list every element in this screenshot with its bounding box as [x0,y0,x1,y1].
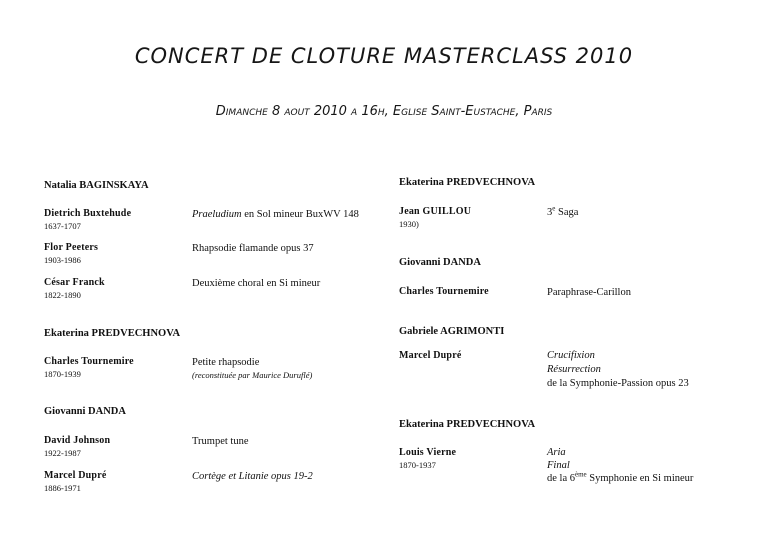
performer-heading: Gabriele AGRIMONTI [399,326,505,337]
work-title: Deuxième choral en Si mineur [192,278,321,289]
ordinal-suffix: ème [575,470,587,479]
work-title: Trumpet tune [192,436,249,447]
composer-name: Flor Peeters [44,242,99,253]
work-title-line: Crucifixion [547,350,595,361]
composer-dates: 1886-1971 [44,483,81,493]
composer-dates: 1870-1939 [44,369,81,379]
composer-name: Charles Tournemire [44,356,134,367]
performer-heading: Giovanni DANDA [44,406,126,417]
work-title [192,356,312,382]
composer-dates: 1870-1937 [399,460,436,470]
performer-heading: Natalia BAGINSKAYA [44,180,149,191]
work-title-line: Petite rhapsodie [192,357,260,368]
composer-dates: 1922-1987 [44,448,81,458]
work-title-line: Résurrection [547,364,601,375]
composer-name: Marcel Dupré [399,350,462,361]
work-number-suffix: e [552,204,556,213]
work-title [547,446,693,485]
performer-heading: Ekaterina PREDVECHNOVA [399,419,536,430]
composer-name: Jean GUILLOU [399,206,472,217]
composer-name: David Johnson [44,435,111,446]
work-number: 3 [547,207,553,218]
work-title-line: de la Symphonie-Passion opus 23 [547,378,689,389]
performer-heading: Giovanni DANDA [399,257,481,268]
work-title-rest: Saga [555,207,579,218]
composer-name: César Franck [44,277,105,288]
work-title-line [547,472,693,485]
work-title-italic: Praeludium [192,209,242,220]
work-title [192,208,359,221]
composer-dates: 1903-1986 [44,255,81,265]
work-title: Paraphrase-Carillon [547,287,631,298]
ordinal-number: de la 6 [547,473,575,484]
composer-dates: 1637-1707 [44,221,81,231]
work-note: (reconstituée par Maurice Duruflé) [192,370,313,380]
performer-heading: Ekaterina PREDVECHNOVA [399,177,536,188]
performer-heading: Ekaterina PREDVECHNOVA [44,328,181,339]
work-title-rest: Symphonie en Si mineur [586,473,694,484]
composer-name: Dietrich Buxtehude [44,208,132,219]
composer-dates: 1930) [399,219,419,229]
composer-name: Charles Tournemire [399,286,489,297]
page-subtitle: Dimanche 8 aout 2010 a 16h, Eglise Saint-Eustache, Paris [215,104,553,119]
composer-dates: 1822-1890 [44,290,81,300]
work-title: Cortège et Litanie opus 19-2 [192,471,313,482]
work-title [547,349,689,391]
page-title: CONCERT DE CLOTURE MASTERCLASS 2010 [134,44,634,68]
work-title [547,206,578,219]
work-title: Rhapsodie flamande opus 37 [192,243,314,254]
work-title-rest: en Sol mineur BuxWV 148 [241,209,359,220]
work-title-line: Final [547,460,570,471]
composer-name: Louis Vierne [399,447,457,458]
composer-name: Marcel Dupré [44,470,107,481]
work-title-line: Aria [547,447,566,458]
